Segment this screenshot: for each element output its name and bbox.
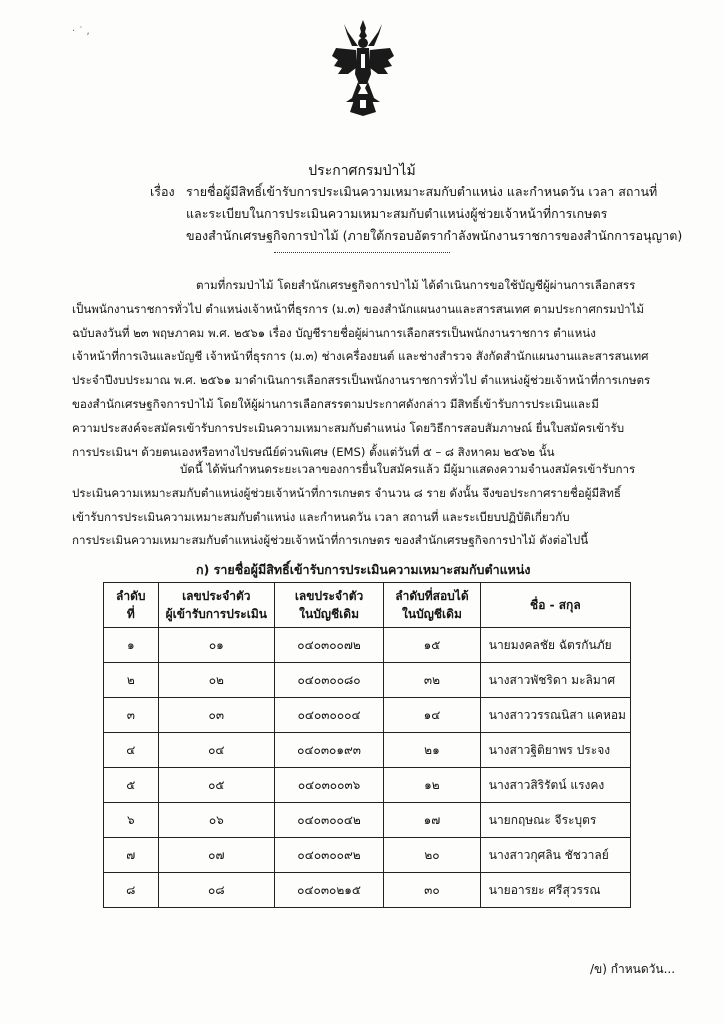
subject-line-3: ของสำนักเศรษฐกิจการป่าไม้ (ภายใต้กรอบอัตรากำลังพนักงานราชการของสำนักการอนุญาต) — [186, 228, 683, 243]
cell-original-id: ๐๔๐๓๐๐๓๖ — [275, 768, 384, 803]
paragraph-line: เข้ารับการประเมินความเหมาะสมกับตำแหน่ง และกำหนดวัน เวลา สถานที่ และระเบียบปฏิบัติเกี่ยวกับ — [72, 509, 570, 524]
cell-original-id: ๐๔๐๓๐๑๙๓ — [275, 733, 384, 768]
cell-original-rank: ๑๒ — [384, 768, 481, 803]
table-title: ก) รายชื่อผู้มีสิทธิ์เข้ารับการประเมินความเหมาะสมกับตำแหน่ง — [196, 562, 531, 577]
cell-original-rank: ๑๕ — [384, 628, 481, 663]
col-header-original-id: เลขประจำตัว ในบัญชีเดิม — [275, 583, 384, 628]
paragraph-line: ความประสงค์จะสมัครเข้ารับการประเมินความเหมาะสมกับตำแหน่ง โดยวิธีการสอบสัมภาษณ์ ยื่นใบสมัครเข้ารับ — [72, 420, 625, 435]
table-row — [104, 663, 631, 698]
cell-original-rank: ๓๒ — [384, 663, 481, 698]
dotted-separator — [274, 252, 450, 253]
table-row — [104, 838, 631, 873]
cell-name: นางสาวกุศลิน ชัชวาลย์ — [480, 838, 630, 873]
cell-original-rank: ๒๐ — [384, 838, 481, 873]
announcement-title: ประกาศกรมป่าไม้ — [308, 163, 416, 179]
paragraph-line: บัดนี้ ได้พ้นกำหนดระยะเวลาของการยื่นใบสมัครแล้ว มีผู้มาแสดงความจำนงสมัครเข้ารับการ — [180, 462, 636, 476]
paragraph-line: การประเมินฯ ด้วยตนเองหรือทางไปรษณีย์ด่วนพิเศษ (EMS) ตั้งแต่วันที่ ๕ – ๘ สิงหาคม ๒๕๖๒ นั้น — [72, 444, 555, 459]
cell-original-id: ๐๔๐๓๐๐๘๐ — [275, 663, 384, 698]
col-header-name: ชื่อ - สกุล — [480, 583, 630, 628]
cell-name: นายมงคลชัย ฉัตรกันภัย — [480, 628, 630, 663]
cell-name: นางสาวพัชริดา มะลิมาศ — [480, 663, 630, 698]
cell-name: นางสาวฐิติยาพร ประจง — [480, 733, 630, 768]
cell-order: ๘ — [104, 873, 159, 908]
paragraph-line: ของสำนักเศรษฐกิจการป่าไม้ โดยให้ผู้ผ่านการเลือกสรรตามประกาศดังกล่าว มีสิทธิ์เข้ารับการประเมินและมี — [72, 396, 599, 411]
continuation-note: /ข) กำหนดวัน... — [590, 962, 676, 976]
cell-candidate-id: ๐๑ — [158, 628, 274, 663]
col-header-original-rank: ลำดับที่สอบได้ ในบัญชีเดิม — [384, 583, 481, 628]
cell-original-rank: ๑๔ — [384, 698, 481, 733]
garuda-emblem-icon — [330, 18, 396, 118]
paragraph-line: การประเมินความเหมาะสมกับตำแหน่งผู้ช่วยเจ้าหน้าที่การเกษตร ของสำนักเศรษฐกิจการป่าไม้ ดังต่อไปนี้ — [72, 533, 589, 548]
table-header-row — [104, 583, 631, 628]
paragraph-line: ฉบับลงวันที่ ๒๓ พฤษภาคม พ.ศ. ๒๕๖๑ เรื่อง บัญชีรายชื่อผู้ผ่านการเลือกสรรเป็นพนักงานราชการ ตำแหน่ง — [72, 325, 596, 340]
paragraph-line: ประเมินความเหมาะสมกับตำแหน่งผู้ช่วยเจ้าหน้าที่การเกษตร จำนวน ๘ ราย ดังนั้น จึงขอประกาศรายชื่อผู้มีสิทธิ์ — [72, 485, 621, 500]
cell-candidate-id: ๐๘ — [158, 873, 274, 908]
table-row — [104, 628, 631, 663]
cell-order: ๕ — [104, 768, 159, 803]
cell-order: ๑ — [104, 628, 159, 663]
cell-order: ๖ — [104, 803, 159, 838]
col-header-candidate-id: เลขประจำตัว ผู้เข้ารับการประเมิน — [158, 583, 274, 628]
cell-name: นางสาววรรณนิสา แคหอม — [480, 698, 630, 733]
col-header-order: ลำดับ ที่ — [104, 583, 159, 628]
cell-candidate-id: ๐๒ — [158, 663, 274, 698]
table-row — [104, 803, 631, 838]
cell-candidate-id: ๐๗ — [158, 838, 274, 873]
cell-order: ๒ — [104, 663, 159, 698]
subject-line-1 — [150, 181, 720, 203]
cell-order: ๔ — [104, 733, 159, 768]
candidate-table — [103, 582, 631, 908]
cell-order: ๗ — [104, 838, 159, 873]
paragraph-line: เป็นพนักงานราชการทั่วไป ตำแหน่งเจ้าหน้าที่ธุรการ (ม.๓) ของสำนักแผนงานและสารสนเทศ ตามประกาศกรมป่าไม้ — [72, 301, 645, 316]
table-row — [104, 733, 631, 768]
cell-candidate-id: ๐๖ — [158, 803, 274, 838]
cell-original-id: ๐๔๐๓๐๐๙๒ — [275, 838, 384, 873]
cell-original-id: ๐๔๐๓๐๒๑๕ — [275, 873, 384, 908]
cell-order: ๓ — [104, 698, 159, 733]
paragraph-1 — [72, 274, 650, 464]
paragraph-line: ประจำปีงบประมาณ พ.ศ. ๒๕๖๑ มาดำเนินการเลือกสรรเป็นพนักงานราชการทั่วไป ตำแหน่งผู้ช่วยเจ้าหน้าที่การเกษตร — [72, 373, 651, 388]
cell-original-rank: ๓๐ — [384, 873, 481, 908]
subject-line-2: และระเบียบในการประเมินความเหมาะสมกับตำแหน่งผู้ช่วยเจ้าหน้าที่การเกษตร — [186, 206, 608, 221]
cell-original-rank: ๒๑ — [384, 733, 481, 768]
paragraph-2 — [72, 458, 635, 553]
cell-candidate-id: ๐๔ — [158, 733, 274, 768]
cell-candidate-id: ๐๓ — [158, 698, 274, 733]
cell-name: นางสาวสิริรัตน์ แรงคง — [480, 768, 630, 803]
cell-original-id: ๐๔๐๓๐๐๔๒ — [275, 803, 384, 838]
subject-text: รายชื่อผู้มีสิทธิ์เข้ารับการประเมินความเหมาะสมกับตำแหน่ง และกำหนดวัน เวลา สถานที่ — [186, 184, 658, 199]
paragraph-line: เจ้าหน้าที่การเงินและบัญชี เจ้าหน้าที่ธุรการ (ม.๓) ช่างเครื่องยนต์ และช่างสำรวจ สังกัดสำนักแผนงานและสารสนเทศ — [72, 349, 649, 364]
table-row — [104, 768, 631, 803]
cell-original-rank: ๑๗ — [384, 803, 481, 838]
cell-original-id: ๐๔๐๓๐๐๗๒ — [275, 628, 384, 663]
cell-name: นายกฤษณะ จีระบุตร — [480, 803, 630, 838]
paragraph-line: ตามที่กรมป่าไม้ โดยสำนักเศรษฐกิจการป่าไม้ ได้ดำเนินการขอใช้บัญชีผู้ผ่านการเลือกสรร — [196, 278, 636, 292]
cell-name: นายอารยะ ศรีสุวรรณ — [480, 873, 630, 908]
scan-speck: · ˙ , — [72, 26, 90, 37]
cell-original-id: ๐๔๐๓๐๐๐๔ — [275, 698, 384, 733]
subject-block — [150, 181, 720, 247]
cell-candidate-id: ๐๕ — [158, 768, 274, 803]
table-row — [104, 873, 631, 908]
subject-label: เรื่อง — [150, 184, 175, 199]
table-row — [104, 698, 631, 733]
